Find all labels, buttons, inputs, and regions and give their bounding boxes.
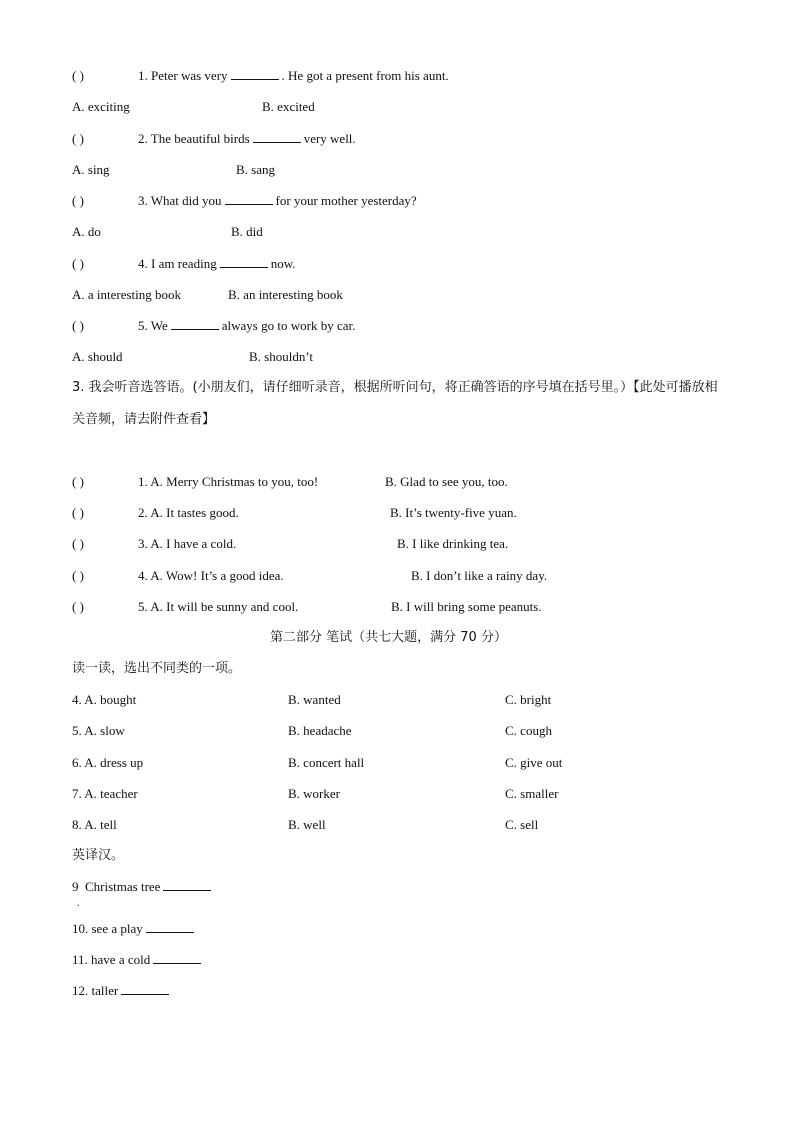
answer-paren[interactable]: ( ) [72, 599, 84, 614]
answer-paren[interactable]: ( ) [72, 256, 84, 271]
question-text-before: 2. The beautiful birds [138, 131, 250, 146]
part-2-title: 第二部分 笔试（共七大题，满分 70 分） [270, 630, 507, 645]
answer-blank[interactable] [231, 68, 279, 80]
choice-c: C. give out [505, 755, 563, 770]
choice-a: 5. A. slow [72, 723, 125, 738]
option-b: B. sang [236, 162, 275, 177]
answer-blank[interactable] [146, 921, 194, 933]
option-a: A. exciting [72, 99, 130, 114]
listening-item-4 [72, 568, 548, 584]
item-text: taller [91, 983, 119, 998]
answer-paren[interactable]: ( ) [72, 505, 84, 520]
listening-item-1 [72, 474, 508, 490]
question-2 [72, 131, 356, 147]
choice-c: C. smaller [505, 786, 559, 801]
choice-a: 8. A. tell [72, 817, 117, 832]
question-text-after: always go to work by car. [221, 318, 356, 333]
option-b: B. excited [262, 99, 315, 114]
listening-item-3 [72, 536, 509, 552]
answer-blank[interactable] [153, 952, 201, 964]
answer-paren[interactable]: ( ) [72, 568, 84, 583]
answer-paren[interactable]: ( ) [72, 474, 84, 489]
listening-option-b: B. I like drinking tea. [397, 536, 509, 551]
option-a: A. do [72, 224, 101, 239]
question-4 [72, 256, 296, 272]
choice-c: C. cough [505, 723, 552, 738]
listening-item-2 [72, 505, 517, 521]
answer-blank[interactable] [253, 131, 301, 143]
item-number: 9 [72, 879, 79, 894]
question-text-before: 1. Peter was very [138, 68, 228, 83]
answer-paren[interactable]: ( ) [72, 68, 84, 83]
question-text-after: very well. [303, 131, 356, 146]
answer-blank[interactable] [225, 193, 273, 205]
answer-blank[interactable] [163, 879, 211, 891]
listening-option-a: 3. A. I have a cold. [138, 536, 237, 551]
answer-blank[interactable] [171, 318, 219, 330]
item-number: 11. [72, 952, 88, 967]
choice-c: C. bright [505, 692, 552, 707]
translate-item [72, 921, 197, 937]
choice-a: 7. A. teacher [72, 786, 138, 801]
listening-item-5 [72, 599, 542, 615]
answer-paren[interactable]: ( ) [72, 536, 84, 551]
question-5 [72, 318, 355, 334]
question-1 [72, 68, 449, 84]
option-a: A. should [72, 349, 123, 364]
listening-option-a: 1. A. Merry Christmas to you, too! [138, 474, 319, 489]
choice-a: 4. A. bought [72, 692, 137, 707]
answer-paren[interactable]: ( ) [72, 131, 84, 146]
answer-paren[interactable]: ( ) [72, 318, 84, 333]
choice-b: B. headache [288, 723, 352, 738]
question-text-before: 4. I am reading [138, 256, 217, 271]
option-a: A. sing [72, 162, 110, 177]
odd-one-out-instruction: 读一读，选出不同类的一项。 [72, 661, 242, 676]
translate-instruction: 英译汉。 [72, 848, 125, 863]
option-b: B. an interesting book [228, 287, 343, 302]
choice-b: B. worker [288, 786, 340, 801]
item-text: see a play [91, 921, 143, 936]
option-b: B. did [231, 224, 263, 239]
choice-c: C. sell [505, 817, 539, 832]
question-text-before: 3. What did you [138, 193, 222, 208]
question-text-before: 5. We [138, 318, 168, 333]
stray-mark: . [77, 898, 80, 909]
option-a: A. a interesting book [72, 287, 182, 302]
option-b: B. shouldn’t [249, 349, 314, 364]
item-text: Christmas tree [85, 879, 161, 894]
section-3-title: 3. 我会听音选答语。(小朋友们，请仔细听录音，根据所听问句，将正确答语的序号填在括号里。）【此处可播放相关音频，请去附件查看】 [72, 380, 718, 427]
question-text-after: . He got a present from his aunt. [281, 68, 449, 83]
choice-a: 6. A. dress up [72, 755, 144, 770]
translate-item [72, 983, 172, 999]
listening-option-b: B. I don’t like a rainy day. [411, 568, 548, 583]
listening-option-b: B. It’s twenty-five yuan. [390, 505, 517, 520]
listening-option-b: B. I will bring some peanuts. [391, 599, 542, 614]
question-3 [72, 193, 417, 209]
answer-blank[interactable] [220, 256, 268, 268]
item-number: 12. [72, 983, 89, 998]
choice-b: B. well [288, 817, 326, 832]
translate-item [72, 952, 204, 968]
listening-option-b: B. Glad to see you, too. [385, 474, 508, 489]
answer-paren[interactable]: ( ) [72, 193, 84, 208]
translate-item [72, 879, 214, 895]
question-text-after: now. [270, 256, 296, 271]
listening-option-a: 5. A. It will be sunny and cool. [138, 599, 299, 614]
answer-blank[interactable] [121, 983, 169, 995]
item-text: have a cold [91, 952, 151, 967]
listening-option-a: 4. A. Wow! It’s a good idea. [138, 568, 284, 583]
choice-b: B. concert hall [288, 755, 365, 770]
question-text-after: for your mother yesterday? [275, 193, 417, 208]
choice-b: B. wanted [288, 692, 341, 707]
item-number: 10. [72, 921, 89, 936]
listening-option-a: 2. A. It tastes good. [138, 505, 239, 520]
